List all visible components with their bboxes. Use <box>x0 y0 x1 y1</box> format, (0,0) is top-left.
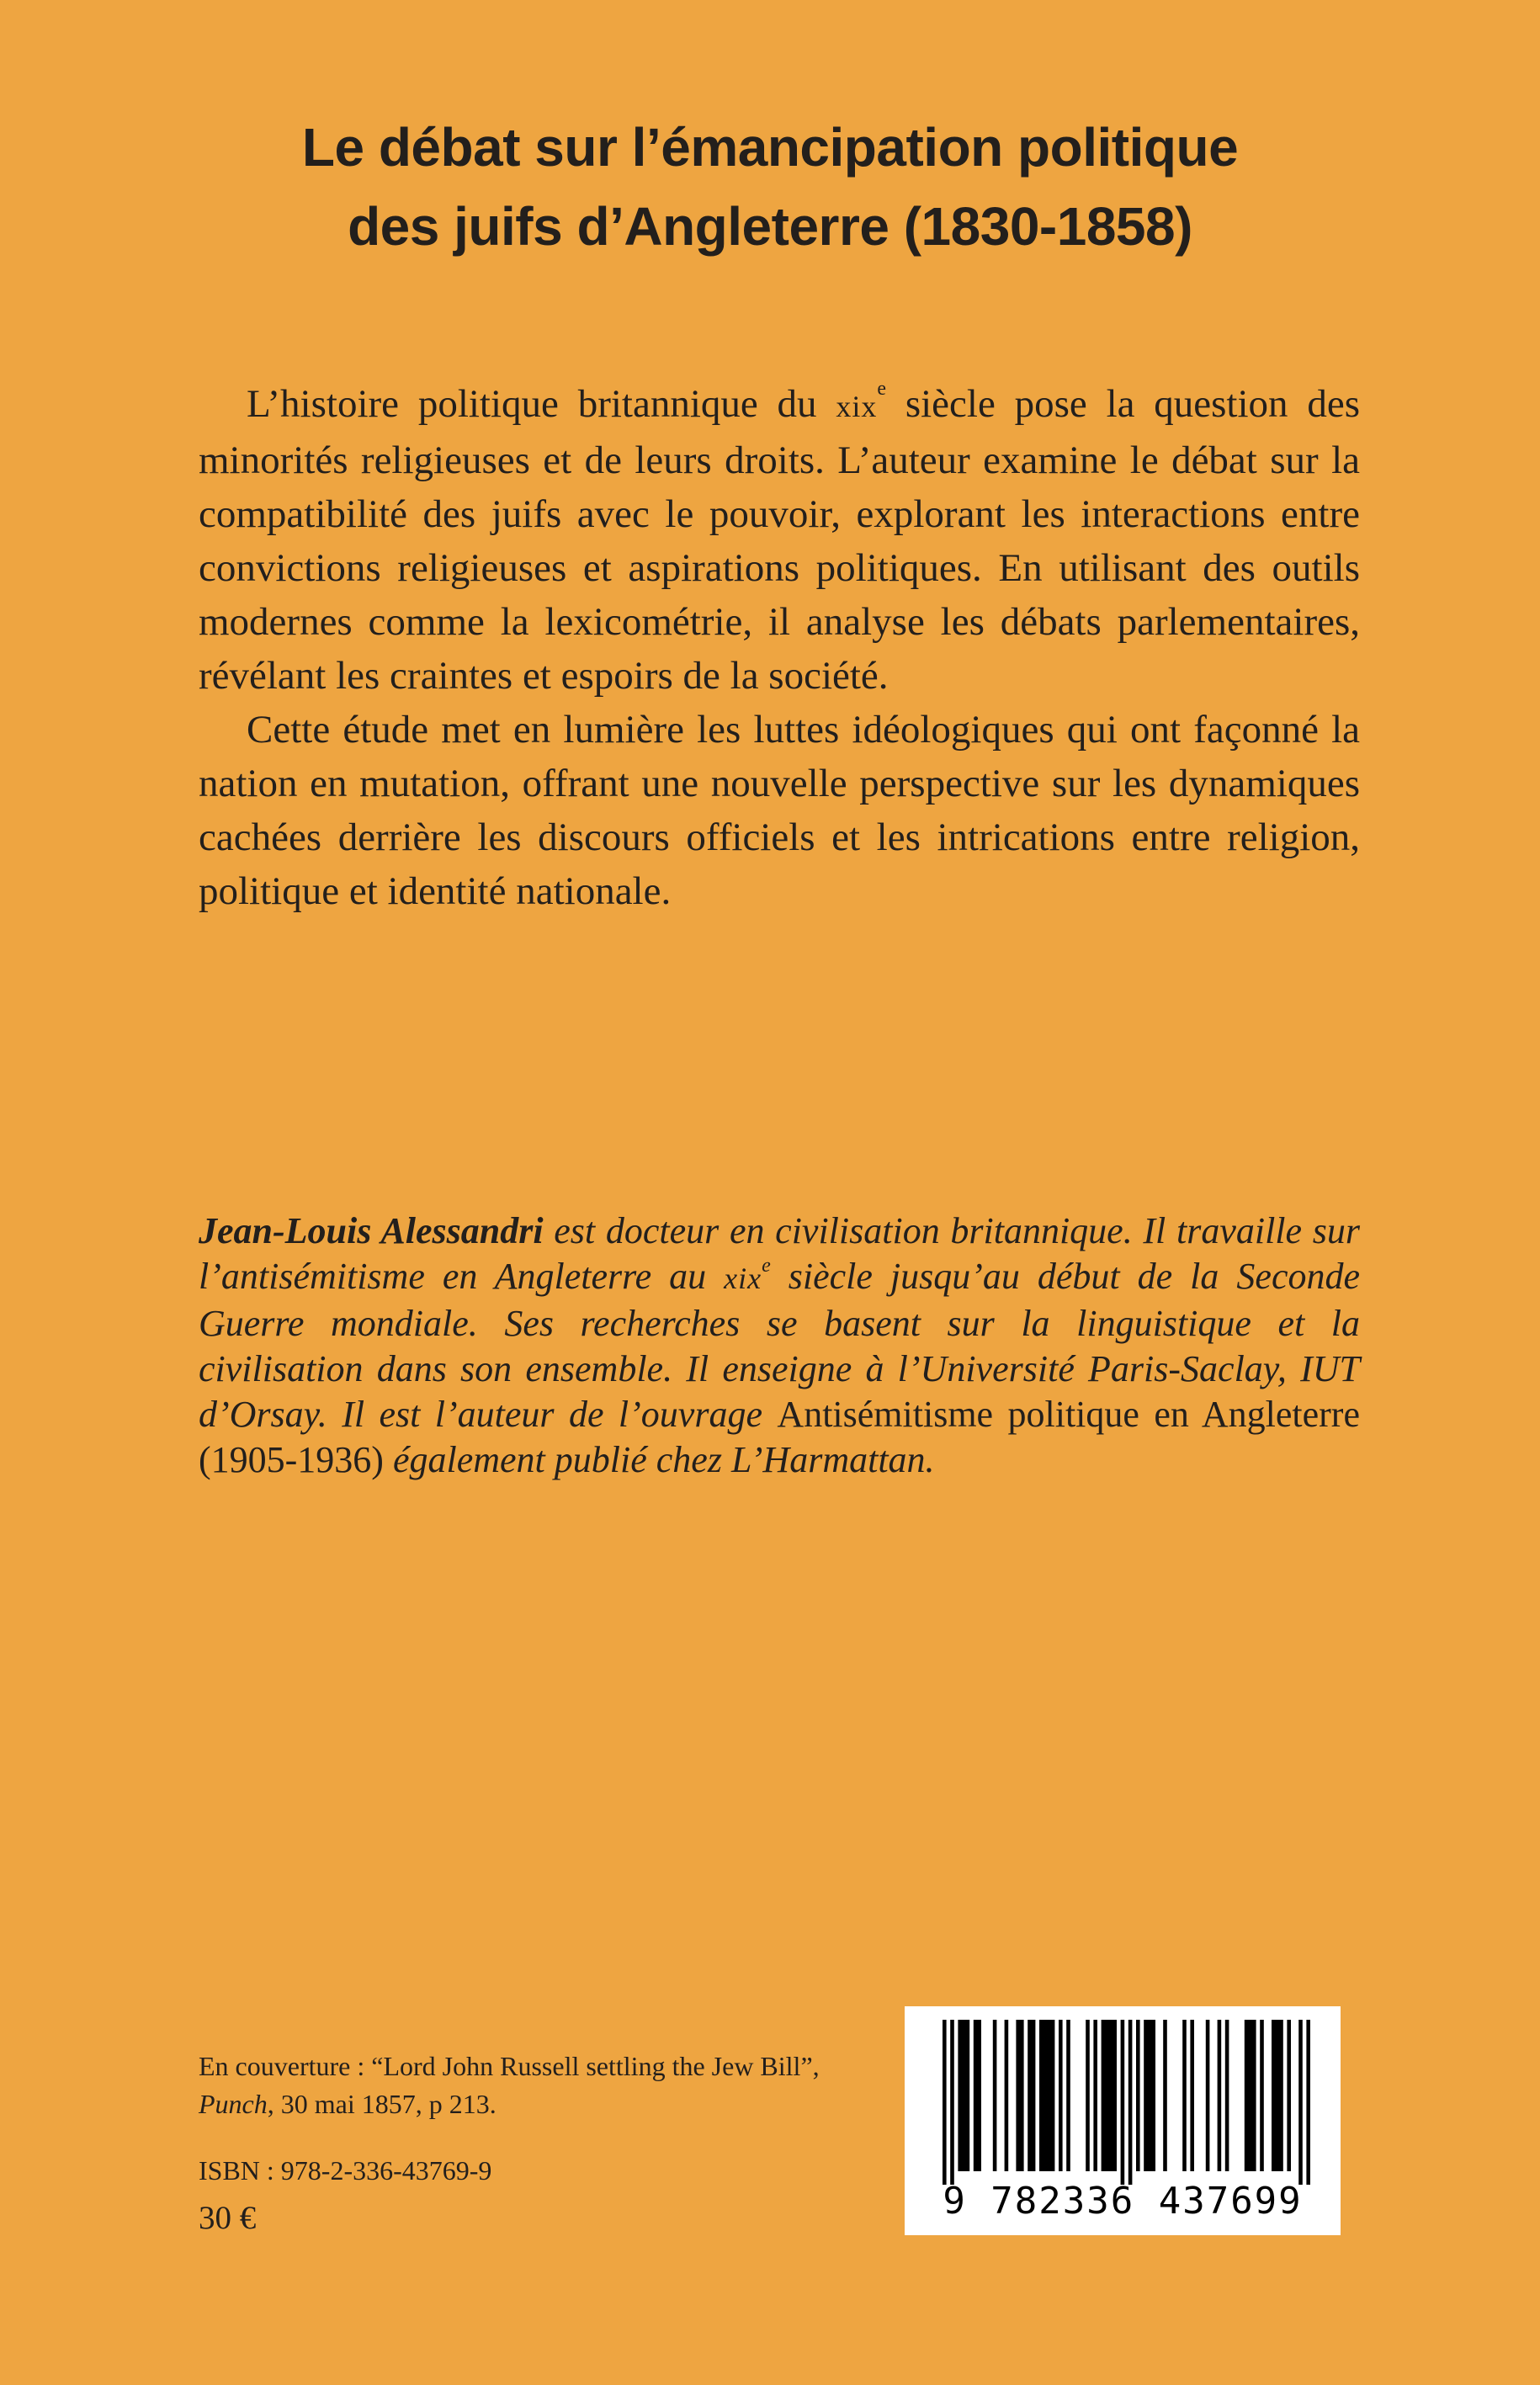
barcode-bar <box>1016 2020 1023 2171</box>
book-title <box>168 108 1372 266</box>
barcode-bar <box>1190 2020 1194 2171</box>
barcode-guard-bar <box>943 2020 947 2185</box>
barcode-bar <box>1005 2020 1009 2171</box>
isbn: ISBN : 978-2-336-43769-9 <box>199 2155 492 2186</box>
title-line-2: des juifs d’Angleterre (1830-1858) <box>348 196 1192 257</box>
century-numeral: xix <box>836 390 878 423</box>
summary-paragraph-1: L’histoire politique britannique du xix$^e$ siècle pose la question des minorités religieuses et de leurs droits. L’auteur examine le débat sur la compatibilité des juifs avec le pouvoir, explorant les interactions entre convictions religieuses et aspirations politiques. En utilisant des outils modernes comme la lexicométrie, il analyse les débats parlementaires, révélant les craintes et espoirs de la société. <box>199 378 1360 698</box>
barcode-bar <box>1206 2020 1210 2171</box>
barcode-bar <box>1272 2020 1283 2171</box>
barcode-bar <box>1218 2020 1222 2171</box>
barcode-bar <box>1028 2020 1035 2171</box>
author-bio: Jean-Louis Alessandri est docteur en civilisation britannique. Il travaille sur l’antisémitisme en Angleterre au xix$^e$ siècle jusqu’au début de la Seconde Guerre mondiale. Ses recherches se basent sur la linguistique et la civilisation dans son ensemble. Il enseigne à l’Université Paris-Saclay, IUT d’Orsay. Il est l’auteur de l’ouvrage Antisémitisme politique en Angleterre (1905-1936) également publié chez L’Harmattan. <box>199 1210 1360 1480</box>
summary-text <box>199 377 1360 918</box>
barcode-bar <box>1225 2020 1229 2171</box>
barcode-number: 9 782336 437699 <box>943 2180 1303 2223</box>
barcode-bar <box>1260 2020 1264 2171</box>
barcode-bar <box>1086 2020 1090 2171</box>
author-name: Jean-Louis Alessandri <box>199 1210 544 1251</box>
author-century-numeral: xix <box>724 1262 762 1295</box>
barcode-bar <box>1093 2020 1097 2171</box>
barcode-bar <box>1136 2020 1140 2171</box>
barcode-bar <box>1245 2020 1256 2171</box>
barcode-bar <box>1144 2020 1155 2171</box>
century-superscript: e <box>877 378 887 400</box>
credit-source: Punch <box>199 2089 268 2119</box>
cover-credit-line-2: Punch, 30 mai 1857, p 213. <box>199 2089 497 2119</box>
barcode-bar <box>1039 2020 1054 2171</box>
barcode-bar <box>1102 2020 1117 2171</box>
cover-credit <box>199 2048 889 2123</box>
barcode-bar <box>974 2020 981 2171</box>
barcode-bar <box>1059 2020 1063 2171</box>
title-line-1: Le débat sur l’émancipation politique <box>301 117 1239 178</box>
barcode-guard-bar <box>1306 2020 1310 2185</box>
cover-credit-line-1: En couverture : “Lord John Russell settling the Jew Bill”, <box>199 2051 820 2081</box>
barcode-bar <box>1163 2020 1167 2171</box>
barcode-bar <box>993 2020 997 2171</box>
barcode-guard-bar <box>1121 2020 1125 2185</box>
barcode-guard-bar <box>1128 2020 1133 2185</box>
barcode-bar <box>1066 2020 1070 2171</box>
barcode-bar <box>958 2020 969 2171</box>
other-book-title: Antisémitisme politique en Angleterre (1905-1936) <box>199 1394 1360 1480</box>
barcode-bar <box>1287 2020 1291 2171</box>
summary-paragraph-2: Cette étude met en lumière les luttes idéologiques qui ont façonné la nation en mutation, offrant une nouvelle perspective sur les dynamiques cachées derrière les discours officiels et les intrications entre religion, politique et identité nationale. <box>199 708 1360 913</box>
author-century-superscript: e <box>762 1255 771 1277</box>
barcode-bar <box>1182 2020 1187 2171</box>
barcode-guard-bar <box>1298 2020 1303 2185</box>
barcode-guard-bar <box>950 2020 954 2185</box>
barcode <box>905 2006 1341 2235</box>
price: 30 € <box>199 2200 257 2236</box>
